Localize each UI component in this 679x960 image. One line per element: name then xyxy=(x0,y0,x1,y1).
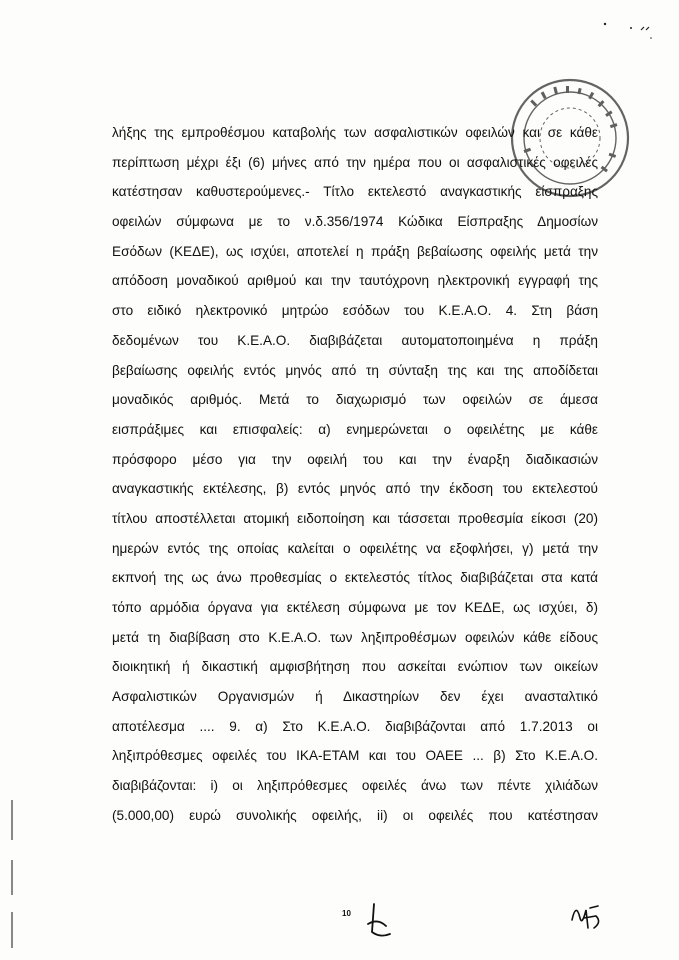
text-line: απόδοση μοναδικού αριθμού και την ταυτόχρονη ηλεκτρονική εγγραφή της xyxy=(112,273,598,289)
text-line: μετά τη διαβίβαση στο Κ.Ε.Α.Ο. των ληξιπροθέσμων οφειλών κάθε είδους xyxy=(112,629,598,645)
text-line: τίτλου αποστέλλεται ατομική ειδοποίηση και τάσσεται προθεσμία είκοσι (20) xyxy=(112,510,598,526)
text-line: Ασφαλιστικών Οργανισμών ή Δικαστηρίων δεν έχει ανασταλτικό xyxy=(112,689,598,705)
text-line: εκπνοή της ως άνω προθεσμίας ο εκτελεστός τίτλος διαβιβάζεται στα κατά xyxy=(112,570,598,586)
text-line: δεδομένων του Κ.Ε.Α.Ο. διαβιβάζεται αυτοματοποιημένα η πράξη xyxy=(112,332,598,348)
text-line: στο ειδικό ηλεκτρονικό μητρώο εσόδων του Κ.Ε.Α.Ο. 4. Στη βάση xyxy=(112,303,598,319)
initial-signature xyxy=(568,898,604,934)
text-line: διαβιβάζονται: i) οι ληξιπρόθεσμες οφειλές άνω των πέντε χιλιάδων xyxy=(112,778,598,794)
text-line: περίπτωση μέχρι έξι (6) μήνες από την ημέρα που οι ασφαλιστικές οφειλές xyxy=(112,154,598,170)
text-line: τόπο αρμόδια όργανα για εκτέλεση σύμφωνα με τον ΚΕΔΕ, ως ισχύει, δ) xyxy=(112,600,598,615)
page-number: 10 xyxy=(342,909,351,918)
text-line: Εσόδων (ΚΕΔΕ), ως ισχύει, αποτελεί η πράξη βεβαίωσης οφειλής μετά την xyxy=(112,243,598,259)
text-line: πρόσφορο μέσο για την οφειλή του και την έναρξη διαδικασιών xyxy=(112,451,598,467)
text-line: μοναδικός αριθμός. Μετά το διαχωρισμό των οφειλών σε άμεσα xyxy=(112,392,598,408)
text-line: βεβαίωσης οφειλής εντός μηνός από τη σύνταξη της και της αποδίδεται xyxy=(112,362,598,378)
text-line: οφειλών σύμφωνα με το ν.δ.356/1974 Κώδικα Είσπραξης Δημοσίων xyxy=(112,214,598,230)
body-text xyxy=(112,118,598,831)
text-line: διοικητική ή δικαστική αμφισβήτηση που ασκείται ενώπιον των οικείων xyxy=(112,659,598,675)
text-line: αποτέλεσμα .... 9. α) Στο Κ.Ε.Α.Ο. διαβιβάζονται από 1.7.2013 οι xyxy=(112,718,598,734)
binding-marks xyxy=(6,800,18,950)
text-line: κατέστησαν καθυστερούμενες.- Τίτλο εκτελεστό αναγκαστικής είσπραξης xyxy=(112,184,598,200)
text-line: αναγκαστικής εκτέλεσης, β) εντός μηνός από την έκδοση του εκτελεστού xyxy=(112,481,598,497)
text-line: (5.000,00) ευρώ συνολικής οφειλής, ii) οι οφειλές που κατέστησαν xyxy=(112,807,598,823)
text-line: ημερών εντός της οποίας καλείται ο οφειλέτης να εξοφλήσει, γ) μετά την xyxy=(112,540,598,556)
initial-signature xyxy=(366,902,392,942)
text-line: εισπράξιμες και επισφαλείς: α) ενημερώνεται ο οφειλέτης με κάθε xyxy=(112,421,598,437)
scan-specks xyxy=(601,18,661,48)
text-line: λήξης της εμπροθέσμου καταβολής των ασφαλιστικών οφειλών και σε κάθε xyxy=(112,125,598,140)
text-line: ληξιπρόθεσμες οφειλές του ΙΚΑ-ΕΤΑΜ και του ΟΑΕΕ ... β) Στο Κ.Ε.Α.Ο. xyxy=(112,748,598,764)
